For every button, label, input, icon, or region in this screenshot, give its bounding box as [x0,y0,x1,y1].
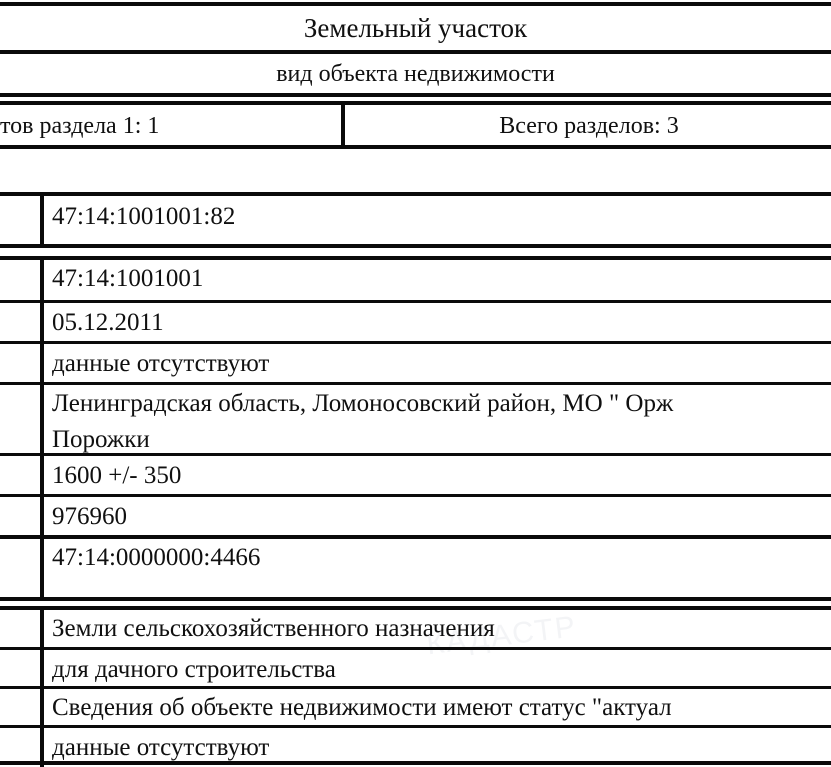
value-land-category [46,608,831,648]
value-address [46,383,831,455]
value-registration-date [46,302,831,342]
label-cell-area [0,457,40,497]
value-text: данные отсутствуют [52,734,270,761]
label-cell-cadastral-quarter [0,260,40,302]
vrule-counts-divider [341,101,345,149]
value-text: 05.12.2011 [52,309,164,336]
value-permitted-use [46,649,831,689]
value-text: 47:14:1001001:82 [52,203,236,230]
label-cell-address [0,386,40,456]
rule-under-counts [0,145,831,149]
vrule-body2 [40,256,44,600]
value-cadastral-number [46,196,831,244]
label-cell-registration-date [0,304,40,344]
label-cell-cadastral-number [0,196,40,244]
label-cell-permitted-use [0,651,40,691]
sheets-of-section-label: тов раздела 1: 1 [0,112,160,139]
value-cadastral-value [46,496,831,536]
total-sections-label: Всего разделов: 3 [499,112,679,139]
value-cadastral-quarter [46,258,831,300]
value-previous-number [46,343,831,383]
address-line-2: Порожки [52,426,150,453]
label-cell-within-object-number [0,539,40,599]
object-type-title: Земельный участок [303,12,528,43]
address-line-1: Ленинградская область, Ломоносовский район, МО " Орж [52,390,674,417]
label-cell-cadastral-value [0,498,40,538]
scan-watermark: КАДАСТР [424,610,579,662]
address-lines [52,386,673,455]
value-text: Сведения об объекте недвижимости имеют статус "актуал [52,694,672,721]
value-area [46,455,831,495]
label-cell-land-category [0,610,40,650]
rule-body1-bottom [0,244,831,248]
value-special-notes [46,727,831,763]
value-text: данные отсутствуют [52,350,270,377]
value-text: Земли сельскохозяйственного назначения [52,615,495,642]
rule-under-caption [0,93,831,97]
rule-under-title [0,50,831,54]
value-text: 47:14:0000000:4466 [52,544,261,571]
value-within-object-number [46,537,831,597]
value-record-status [46,687,831,727]
value-text: 47:14:1001001 [52,265,204,292]
object-type-caption: вид объекта недвижимости [276,60,555,87]
value-text: 976960 [52,503,127,530]
label-cell-previous-number [0,345,40,385]
label-cell-record-status [0,690,40,730]
value-text: для дачного строительства [52,656,336,683]
rule-body2-bottom [0,597,831,601]
rule-top [0,2,831,6]
vrule-body1 [40,192,44,248]
label-cell-special-notes [0,729,40,765]
rule-above-counts [0,101,831,105]
value-text: 1600 +/- 350 [52,462,182,489]
